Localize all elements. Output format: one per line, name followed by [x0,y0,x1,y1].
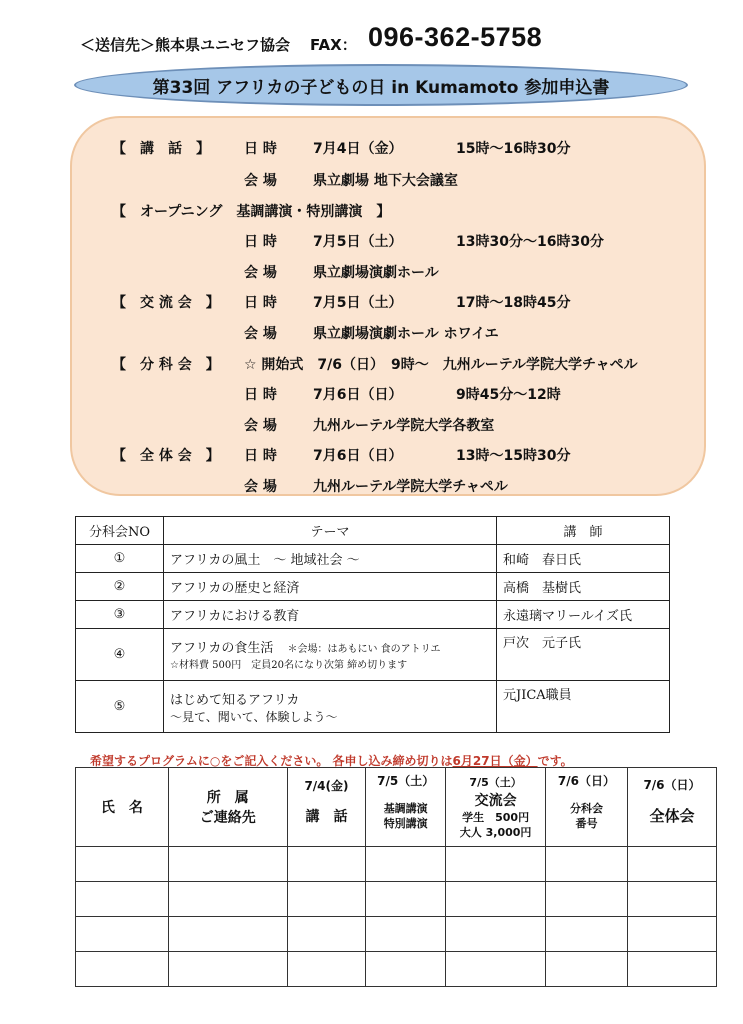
affiliation-cell[interactable] [168,882,287,917]
plenary-label: 【 全 体 会 】 [112,448,220,464]
row-theme: アフリカの風土 ～ 地域社会 ～ [164,545,497,573]
fax-label: FAX： [310,36,357,54]
plenary-date: 7月6日（日） [313,448,403,464]
exchange-venue-label: 会 場 [244,326,277,342]
application-table-header [76,768,717,847]
send-to-label: ＜送信先＞熊本県ユニセフ協会 [80,36,291,54]
opening-venue-label: 会 場 [244,265,277,281]
affiliation-cell[interactable] [168,952,287,987]
opening-cell[interactable] [366,882,446,917]
exchange-label: 【 交 流 会 】 [112,295,220,311]
name-cell[interactable] [76,917,169,952]
program-table-header [76,517,670,545]
breakout-label: 【 分 科 会 】 [112,357,220,373]
notice-deadline: 6月27日（金） [452,754,538,768]
header-exchange: 7/5（土） 交流会 学生 500円 大人 3,000円 [446,768,546,847]
lecture-date-label: 日 時 [244,141,277,157]
header-opening: 7/5（土） 基調講演 特別講演 [366,768,446,847]
lecture-venue-label: 会 場 [244,173,277,189]
opening-label: 【 オープニング 基調講演・特別講演 】 [112,204,391,220]
breakout-venue: 九州ルーテル学院大学各教室 [313,418,495,434]
header-no: 分科会NO [76,517,164,545]
breakout-date: 7月6日（日） [313,387,403,403]
plenary-date-label: 日 時 [244,448,277,464]
row-no: ④ [76,629,164,681]
title-banner [74,64,688,106]
header-plenary: 7/6（日） 全体会 [628,768,717,847]
opening-date: 7月5日（土） [313,234,403,250]
header-theme: テーマ [164,517,497,545]
row-theme-cell [164,681,497,733]
opening-cell[interactable] [366,952,446,987]
lecture-cell[interactable] [287,952,365,987]
exchange-date-label: 日 時 [244,295,277,311]
name-cell[interactable] [76,882,169,917]
notice-text-end: です。 [537,754,573,768]
row-theme-cell [164,629,497,681]
row-lecturer: 戸次 元子氏 [497,629,670,681]
header-breakout: 7/6（日） 分科会 番号 [545,768,627,847]
opening-cell[interactable] [366,917,446,952]
plenary-venue-label: 会 場 [244,479,277,495]
lecture-venue: 県立劇場 地下大会議室 [313,173,458,189]
header-name: 氏 名 [76,768,169,847]
row-lecturer: 高橋 基樹氏 [497,573,670,601]
breakout-time: 9時45分～12時 [456,387,561,403]
row-theme-note: ～見て、聞いて、体験しよう～ [170,709,338,724]
program-table [75,516,670,733]
notice-text: 希望するプログラムに○をご記入ください。 各申し込み締め切りは [90,754,453,768]
row-theme-note: ☆材料費 500円 定員20名になり次第 締め切ります [170,660,408,671]
breakout-opening-ceremony: ☆ 開始式 7/6（日） 9時～ 九州ルーテル学院大学チャペル [244,357,638,373]
breakout-date-label: 日 時 [244,387,277,403]
fax-number: 096-362-5758 [368,22,543,52]
affiliation-cell[interactable] [168,847,287,882]
row-no: ② [76,573,164,601]
name-cell[interactable] [76,952,169,987]
opening-cell[interactable] [366,847,446,882]
row-lecturer: 和崎 春日氏 [497,545,670,573]
row-theme: はじめて知るアフリカ [170,692,300,708]
breakout-cell[interactable] [545,847,627,882]
breakout-venue-label: 会 場 [244,418,277,434]
table-row [76,681,670,733]
affiliation-cell[interactable] [168,917,287,952]
row-no: ① [76,545,164,573]
name-cell[interactable] [76,847,169,882]
plenary-venue: 九州ルーテル学院大学チャペル [313,479,508,495]
plenary-cell[interactable] [628,952,717,987]
header-lecturer: 講 師 [497,517,670,545]
table-row [76,573,670,601]
table-row [76,601,670,629]
exchange-time: 17時～18時45分 [456,295,571,311]
opening-venue: 県立劇場演劇ホール [313,265,439,281]
row-theme-note: ＊会場：はあもにい 食のアトリエ [287,644,441,655]
plenary-cell[interactable] [628,917,717,952]
opening-date-label: 日 時 [244,234,277,250]
plenary-cell[interactable] [628,847,717,882]
table-row [76,917,717,952]
row-theme: アフリカにおける教育 [164,601,497,629]
application-table [75,767,717,987]
row-lecturer: 永遠璃マリールイズ氏 [497,601,670,629]
table-row [76,952,717,987]
exchange-cell[interactable] [446,952,546,987]
exchange-cell[interactable] [446,917,546,952]
exchange-cell[interactable] [446,847,546,882]
exchange-venue: 県立劇場演劇ホール ホワイエ [313,326,499,342]
row-no: ③ [76,601,164,629]
lecture-label: 【 講 話 】 [112,141,210,157]
lecture-date: 7月4日（金） [313,141,403,157]
breakout-cell[interactable] [545,917,627,952]
row-no: ⑤ [76,681,164,733]
breakout-cell[interactable] [545,952,627,987]
exchange-date: 7月5日（土） [313,295,403,311]
lecture-cell[interactable] [287,917,365,952]
lecture-cell[interactable] [287,882,365,917]
row-theme: アフリカの食生活 [170,641,274,656]
page-title: 第33回 アフリカの子どもの日 in Kumamoto 参加申込書 [152,77,610,98]
lecture-cell[interactable] [287,847,365,882]
header-lecture: 7/4(金) 講 話 [287,768,365,847]
header-affiliation: 所 属 ご連絡先 [168,768,287,847]
plenary-time: 13時～15時30分 [456,448,571,464]
table-row [76,847,717,882]
breakout-cell[interactable] [545,882,627,917]
row-theme: アフリカの歴史と経済 [164,573,497,601]
plenary-cell[interactable] [628,882,717,917]
exchange-cell[interactable] [446,882,546,917]
opening-time: 13時30分～16時30分 [456,234,604,250]
table-row [76,882,717,917]
row-lecturer: 元JICA職員 [497,681,670,733]
table-row [76,545,670,573]
lecture-time: 15時～16時30分 [456,141,571,157]
table-row [76,629,670,681]
